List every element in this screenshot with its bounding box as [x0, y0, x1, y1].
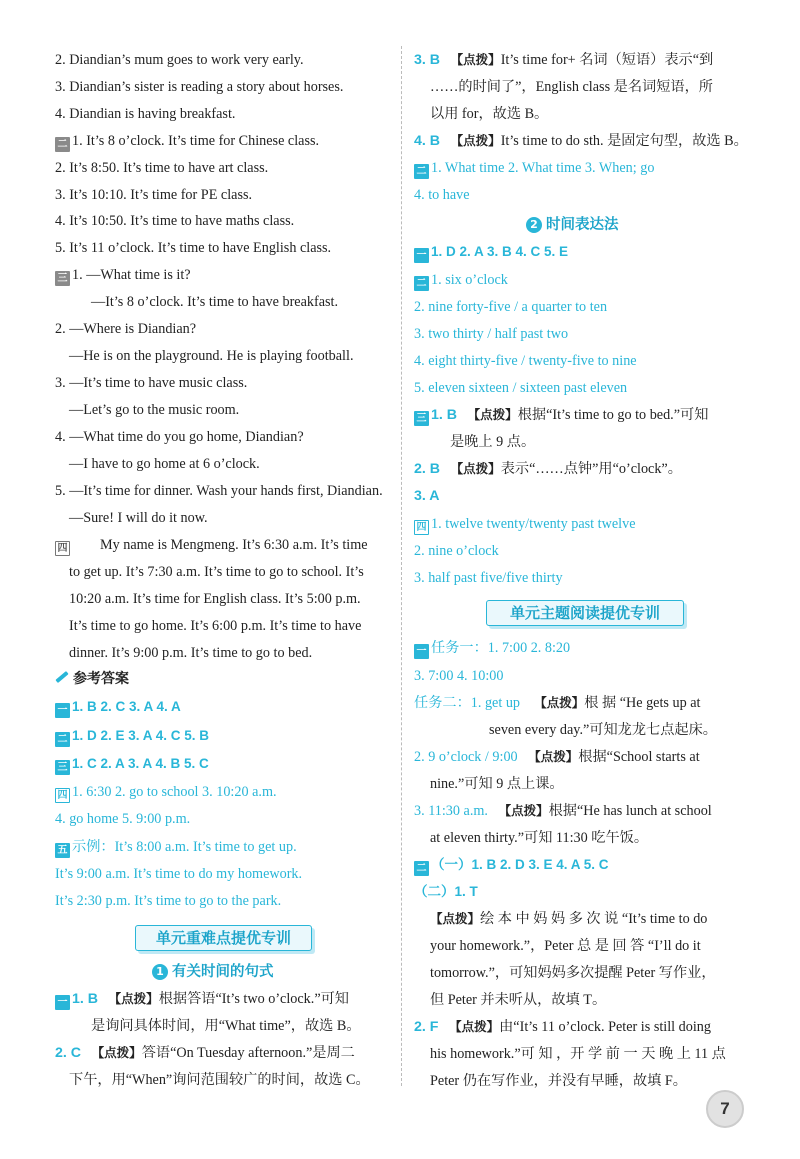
explanation-line: nine.”可知 9 点上课。 — [430, 776, 564, 792]
explanation-line: 2. 9 o’clock / 9:00 【点拨】根据“School starts at — [414, 749, 700, 765]
explanation-line: 2. B 【点拨】表示“……点钟”用“o’clock”。 — [414, 461, 682, 477]
answer-row: 4. eight thirty-five / twenty-five to nine — [414, 353, 637, 369]
line: to get up. It’s 7:30 a.m. It’s time to go to school. It’s — [69, 564, 364, 580]
section-2-line-1: 二 1. It’s 8 o’clock. It’s time for Chinese class. — [55, 132, 319, 152]
subheading: 1 有关时间的句式 — [152, 963, 274, 981]
answer-row: 三 1. C 2. A 3. A 4. B 5. C — [55, 755, 209, 775]
answer-row: It’s 2:30 p.m. It’s time to go to the park. — [55, 893, 282, 909]
answer-row: 四 1. twelve twenty/twenty past twelve — [414, 515, 636, 535]
explanation-line: 4. B 【点拨】It’s time to do sth. 是固定句型，故选 B。 — [414, 133, 748, 149]
section-marker: 四 — [55, 541, 70, 556]
section-marker: 二 — [55, 137, 70, 152]
line: —He is on the playground. He is playing football. — [69, 348, 354, 364]
number-badge: 1 — [152, 964, 168, 980]
line: —I have to go home at 6 o’clock. — [69, 456, 260, 472]
explanation-line: 以用 for，故选 B。 — [430, 106, 549, 122]
explanation-line: Peter 仍在写作业，并没有早睡，故填 F。 — [430, 1073, 687, 1089]
answer-row: 3. two thirty / half past two — [414, 326, 569, 342]
answer-row: 4. go home 5. 9:00 p.m. — [55, 811, 191, 827]
answer-row: 四 1. 6:30 2. go to school 3. 10:20 a.m. — [55, 783, 277, 803]
answer-row: 二 （一）1. B 2. D 3. E 4. A 5. C — [414, 856, 609, 876]
line: It’s time to go home. It’s 6:00 p.m. It’s time to have — [69, 618, 362, 634]
answer-row: 五 示例：It’s 8:00 a.m. It’s time to get up. — [55, 838, 297, 858]
line: —Let’s go to the music room. — [69, 402, 240, 418]
answer-row: 二 1. What time 2. What time 3. When; go — [414, 159, 654, 179]
number-badge: 2 — [526, 217, 542, 233]
explanation-line: 【点拨】绘 本 中 妈 妈 多 次 说 “It’s time to do — [430, 911, 708, 927]
answer-row: 一 1. B 2. C 3. A 4. A — [55, 698, 181, 718]
answer-row: 2. nine forty-five / a quarter to ten — [414, 299, 608, 315]
line: 4. It’s 10:50. It’s time to have maths class. — [55, 213, 295, 229]
explanation-line: your homework.”，Peter 总 是 回 答 “I’ll do it — [430, 938, 701, 954]
explanation-line: ……的时间了”，English class 是名词短语，所 — [430, 79, 713, 95]
line: 5. It’s 11 o’clock. It’s time to have English class. — [55, 240, 332, 256]
explanation-line: seven every day.”可知龙龙七点起床。 — [489, 722, 717, 738]
line: 2. It’s 8:50. It’s time to have art class. — [55, 160, 269, 176]
explanation-line: at eleven thirty.”可知 11:30 吃午饭。 — [430, 830, 649, 846]
line: 4. —What time do you go home, Diandian? — [55, 429, 304, 445]
line: 2. Diandian’s mum goes to work very early. — [55, 52, 304, 68]
section-3-line-1: 三 1. —What time is it? — [55, 266, 191, 286]
section-banner: 单元主题阅读提优专训 — [486, 600, 684, 626]
answer-key-heading: 参考答案 — [55, 670, 129, 688]
line: —It’s 8 o’clock. It’s time to have breakfast. — [91, 294, 339, 310]
line: 10:20 a.m. It’s time for English class. It’s 5:00 p.m. — [69, 591, 361, 607]
line: 5. —It’s time for dinner. Wash your hands first, Diandian. — [55, 483, 383, 499]
answer-row: 5. eleven sixteen / sixteen past eleven — [414, 380, 628, 396]
line: 2. —Where is Diandian? — [55, 321, 197, 337]
explanation-line: 一 1. B 【点拨】根据答语“It’s two o’clock.”可知 — [55, 990, 349, 1010]
explanation-line: his homework.”可 知 ，开 学 前 一 天 晚 上 11 点 — [430, 1046, 726, 1062]
explanation-line: 但 Peter 并未听从，故填 T。 — [430, 992, 607, 1008]
line: 3. It’s 10:10. It’s time for PE class. — [55, 187, 253, 203]
answer-row: 二 1. six o’clock — [414, 271, 508, 291]
answer-row: 一 1. D 2. A 3. B 4. C 5. E — [414, 243, 568, 263]
answer-row: 3. 7:00 4. 10:00 — [414, 668, 504, 684]
answer-row: 2. nine o’clock — [414, 543, 499, 559]
line: 3. —It’s time to have music class. — [55, 375, 248, 391]
answer-row: 一 任务一：1. 7:00 2. 8:20 — [414, 639, 570, 659]
line: dinner. It’s 9:00 p.m. It’s time to go to bed. — [69, 645, 313, 661]
explanation-line: 是询问具体时间，用“What time”，故选 B。 — [91, 1018, 361, 1034]
explanation-line: 下午，用“When”询问范围较广的时间，故选 C。 — [69, 1072, 370, 1088]
column-divider — [401, 46, 402, 1086]
answer-row: 二 1. D 2. E 3. A 4. C 5. B — [55, 727, 209, 747]
explanation-line: 是晚上 9 点。 — [450, 434, 536, 450]
line: 3. Diandian’s sister is reading a story about horses. — [55, 79, 344, 95]
answer-row: 4. to have — [414, 187, 470, 203]
explanation-line: 3. 11:30 a.m. 【点拨】根据“He has lunch at school — [414, 803, 712, 819]
explanation-line: 2. C 【点拨】答语“On Tuesday afternoon.”是周二 — [55, 1045, 355, 1061]
line: —Sure! I will do it now. — [69, 510, 208, 526]
pencil-icon — [55, 671, 68, 683]
line: 4. Diandian is having breakfast. — [55, 106, 236, 122]
answer-row: 3. A — [414, 488, 440, 504]
answer-row: 3. half past five/five thirty — [414, 570, 563, 586]
answer-row: It’s 9:00 a.m. It’s time to do my homework. — [55, 866, 303, 882]
explanation-line: 任务二：1. get up 【点拨】根 据 “He gets up at — [414, 695, 701, 711]
section-4-line-1: 四 My name is Mengmeng. It’s 6:30 a.m. It’s time — [55, 536, 368, 556]
answer-row: （二）1. T — [414, 884, 478, 899]
explanation-line: 三 1. B 【点拨】根据“It’s time to go to bed.”可知 — [414, 406, 708, 426]
explanation-line: tomorrow.”，可知妈妈多次提醒 Peter 写作业， — [430, 965, 716, 981]
section-marker: 三 — [55, 271, 70, 286]
subheading: 2 时间表达法 — [526, 216, 619, 234]
explanation-line: 2. F 【点拨】由“It’s 11 o’clock. Peter is still doing — [414, 1019, 711, 1035]
page-number: 7 — [706, 1090, 744, 1128]
explanation-line: 3. B 【点拨】It’s time for+ 名词（短语）表示“到 — [414, 52, 714, 68]
section-banner: 单元重难点提优专训 — [135, 925, 312, 951]
